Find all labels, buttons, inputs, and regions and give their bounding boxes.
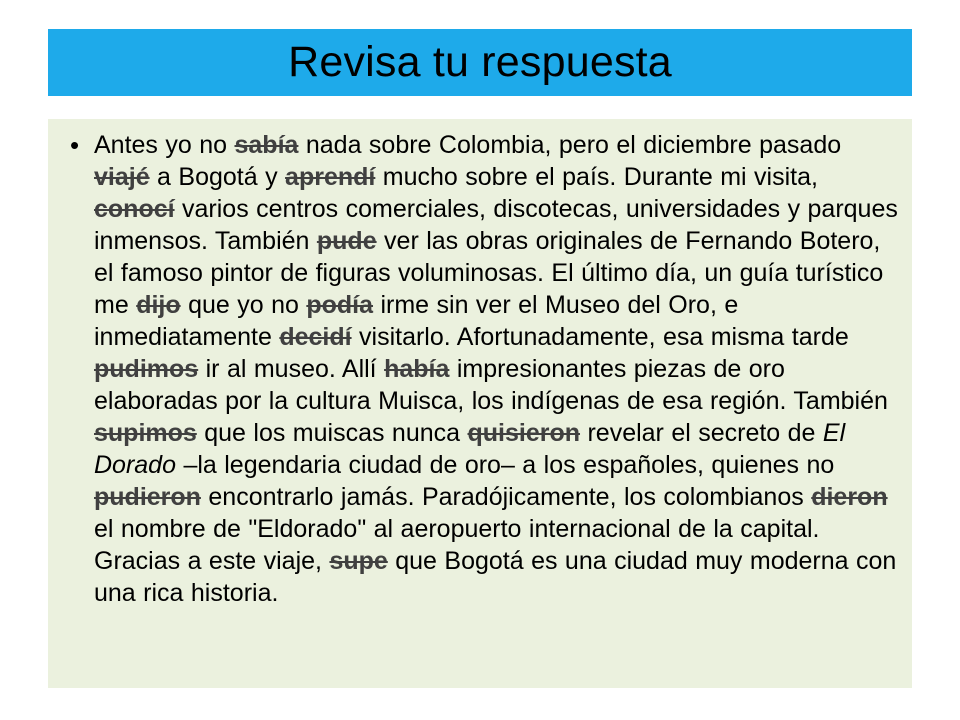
struck-verb: viajé <box>94 163 150 191</box>
text-segment: que Bogotá es una ciudad muy moderna con una rica historia. <box>94 547 897 607</box>
text-segment: –la legendaria ciudad de oro– a los españoles, quienes no <box>176 451 835 479</box>
page-title: Revisa tu respuesta <box>288 38 672 86</box>
struck-verb: dijo <box>136 291 181 319</box>
struck-verb: supe <box>329 547 388 575</box>
content-box <box>48 119 912 688</box>
struck-verb: pudimos <box>94 355 199 383</box>
struck-verb: decidí <box>279 323 352 351</box>
bullet-item <box>64 125 900 609</box>
text-segment: nada sobre Colombia, pero el diciembre pasado <box>298 131 842 159</box>
italic-term: El Dorado <box>94 419 846 479</box>
title-bar <box>48 29 912 96</box>
struck-verb: había <box>384 355 450 383</box>
text-segment: irme sin ver el Museo del Oro, e inmediatamente <box>94 291 739 351</box>
story-paragraph <box>94 125 900 609</box>
text-segment: que yo no <box>180 291 307 319</box>
text-segment: Antes yo no <box>94 131 235 159</box>
text-segment: visitarlo. Afortunadamente, esa misma tarde <box>351 323 849 351</box>
struck-verb: sabía <box>234 131 299 159</box>
text-segment: revelar el secreto de <box>580 419 823 447</box>
text-segment: ver las obras originales de Fernando Botero, el famoso pintor de figuras voluminosas. El último día, un guía turístico me <box>94 227 884 319</box>
text-segment: ir al museo. Allí <box>198 355 385 383</box>
text-segment: varios centros comerciales, discotecas, universidades y parques inmensos. También <box>94 195 898 255</box>
struck-verb: pudieron <box>94 483 201 511</box>
text-segment: a Bogotá y <box>149 163 286 191</box>
struck-verb: supimos <box>94 419 197 447</box>
struck-verb: podía <box>306 291 374 319</box>
struck-verb: pude <box>316 227 377 255</box>
struck-verb: aprendí <box>285 163 376 191</box>
struck-verb: conocí <box>94 195 175 223</box>
text-segment: que los muiscas nunca <box>196 419 468 447</box>
bullet-marker: • <box>70 130 80 160</box>
struck-verb: dieron <box>811 483 888 511</box>
text-segment: encontrarlo jamás. Paradójicamente, los colombianos <box>200 483 812 511</box>
text-segment: impresionantes piezas de oro elaboradas por la cultura Muisca, los indígenas de esa región. También <box>94 355 888 415</box>
text-segment: mucho sobre el país. Durante mi visita, <box>375 163 818 191</box>
struck-verb: quisieron <box>467 419 581 447</box>
text-segment: el nombre de "Eldorado" al aeropuerto internacional de la capital. Gracias a este viaje, <box>94 515 820 575</box>
